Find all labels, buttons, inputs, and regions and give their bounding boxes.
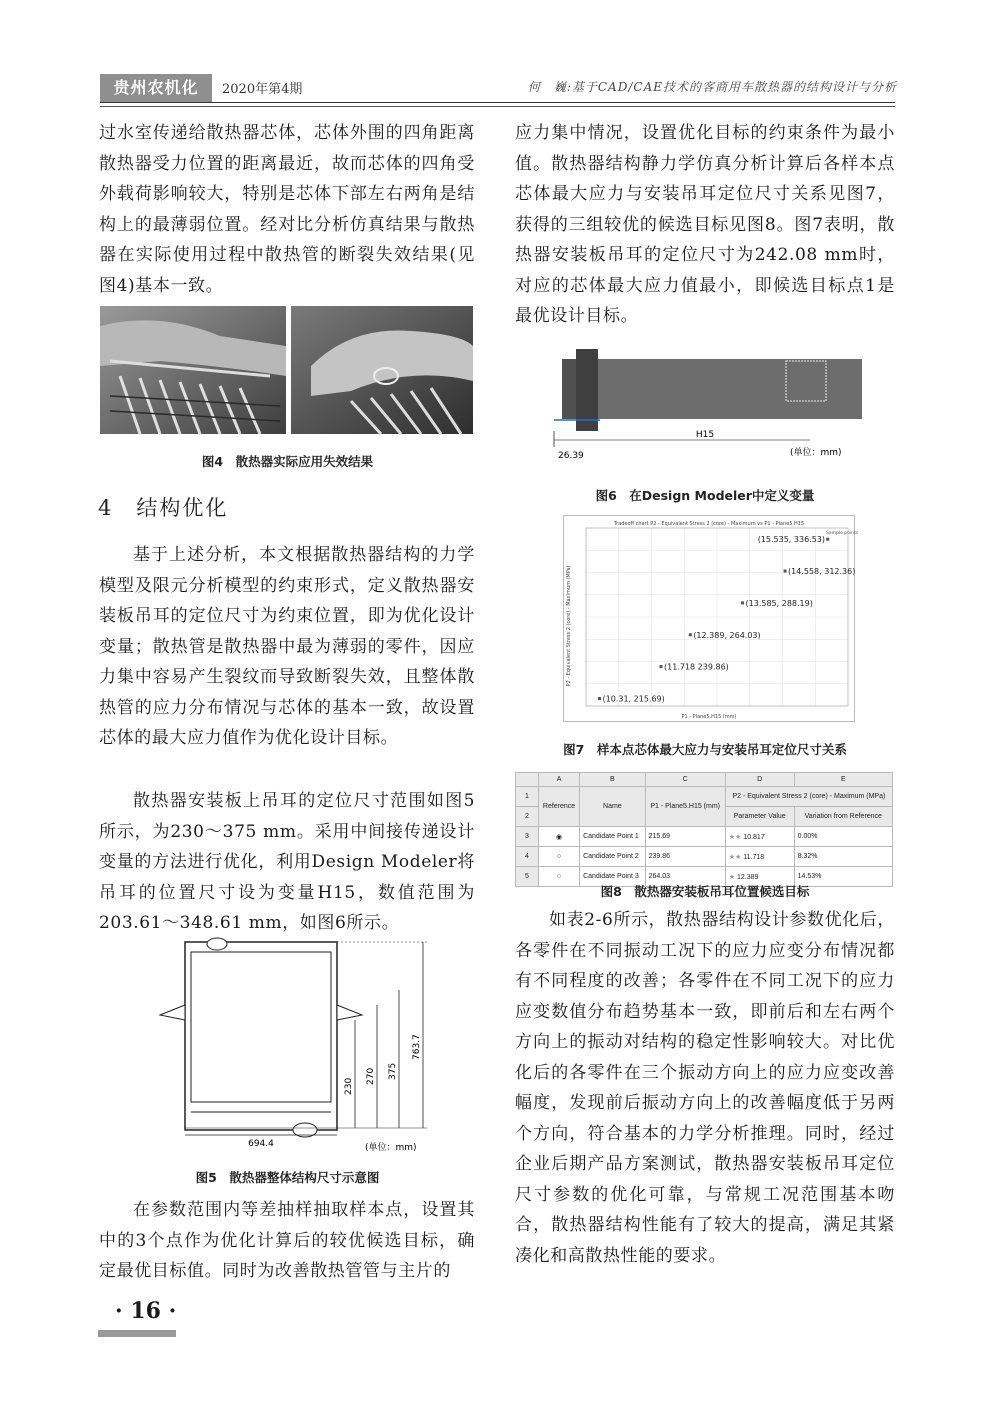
- candidate-p2: ★★ 11.718: [725, 847, 794, 867]
- left-paragraph-1: 基于上述分析，本文根据散热器结构的力学模型及限元分析模型的约束形式，定义散热器安装板吊耳的定位尺寸为约束位置，即为优化设计变量；散热管是散热器中最为薄弱的零件，因应力集中容易产生裂纹而导致断裂失效，且整体散热管的应力分布情况与芯体的基本一致，故设置芯体的最大应力值作为优化设计目标。: [99, 545, 475, 748]
- dim-230-label: 230: [344, 1077, 354, 1095]
- chart-xlabel: P1 - Plane5.H15 (mm): [681, 714, 737, 720]
- figure-7-caption: 图7 样本点芯体最大应力与安装吊耳定位尺寸关系: [563, 742, 847, 757]
- figure-6-drawing: [540, 345, 870, 463]
- col-letter-d: D: [725, 773, 794, 787]
- star-rating-icon: ★★: [728, 853, 742, 861]
- dim-763-label: 763.7: [412, 1034, 422, 1060]
- candidate-variation: 14.53%: [794, 867, 892, 887]
- header-reference: Reference: [539, 787, 580, 827]
- row-number: 2: [516, 807, 539, 827]
- dim-26-label: 26.39: [558, 451, 584, 461]
- page-number: · 16 ·: [115, 1298, 177, 1324]
- row-number: 4: [516, 847, 539, 867]
- chart-grid: [586, 528, 848, 706]
- left-paragraph-2: 散热器安装板上吊耳的定位尺寸范围如图5所示，为230～375 mm。采用中间接传递设计变量的方法进行优化，利用Design Modeler将吊耳的位置尺寸设为变量H15，数值范围为203.61～348.61 mm，如图6所示。: [99, 791, 475, 933]
- left-paragraph-intro: 过水室传递给散热器芯体，芯体外围的四角距离散热器受力位置的距离最近，故而芯体的四角受外载荷影响较大，特别是芯体下部左右两角是结构上的最薄弱位置。经对比分析仿真结果与散热器在实际使用过程中散热管的断裂失效结果(见图4)基本一致。: [99, 123, 475, 296]
- failure-photo-left: [100, 306, 286, 434]
- data-point: [689, 633, 692, 636]
- data-point: [826, 538, 829, 541]
- candidate-p2: ★★ 10.817: [725, 827, 794, 847]
- section-4-heading: 4 结构优化: [98, 496, 229, 520]
- figure-8-table: [515, 772, 893, 887]
- dim-width-label: 694.4: [248, 1139, 274, 1149]
- right-paragraph-2: 如表2-6所示，散热器结构设计参数优化后，各零件在不同振动工况下的应力应变分布情况都有不同程度的改善；各零件在不同工况下的应力应变数值分布趋势基本一致，即前后和左右两个方向上的振动对结构的稳定性影响较大。对比优化后的各零件在三个振动方向上的应力应变改善幅度，发现前后振动方向上的改善幅度低于另两个方向，符合基本的力学分析推理。同时，经过企业后期产品方案测试，散热器安装板吊耳定位尺寸参数的优化可靠，与常规工况范围基本吻合，散热器结构性能有了较大的提高，满足其紧凑化和高散热性能的要求。: [515, 910, 895, 1266]
- figure-6-caption: 图6 在Design Modeler中定义变量: [595, 488, 815, 503]
- journal-name: 贵州农机化: [100, 74, 212, 102]
- data-point: [741, 601, 744, 604]
- candidate-name: Candidate Point 1: [580, 827, 646, 847]
- candidate-variation: 0.00%: [794, 827, 892, 847]
- subheader-variation: Variation from Reference: [794, 807, 892, 827]
- header-name: Name: [580, 787, 646, 827]
- subheader-parameter-value: Parameter Value: [725, 807, 794, 827]
- figure-4-caption: 图4 散热器实际应用失效结果: [201, 454, 374, 469]
- header-rule: [100, 102, 895, 103]
- header-p1: P1 - Plane5.H15 (mm): [645, 787, 725, 827]
- data-label: (10.31, 215.69): [602, 694, 665, 704]
- figure-7-chart: [563, 515, 859, 722]
- right-paragraph-1: 应力集中情况，设置优化目标的约束条件为最小值。散热器结构静力学仿真分析计算后各样本点芯体最大应力与安装吊耳定位尺寸关系见图7，获得的三组较优的候选目标见图8。图7表明，散热器安装板吊耳的定位尺寸为242.08 mm时，对应的芯体最大应力值最小，即候选目标点1是最优设计目标。: [515, 123, 895, 326]
- data-point: [598, 697, 601, 700]
- h15-label: H15: [695, 430, 715, 440]
- dim-375-label: 375: [388, 1062, 398, 1080]
- data-label: (13.585, 288.19): [745, 598, 813, 608]
- row-number: 1: [516, 787, 539, 807]
- chart-legend: Sample points: [826, 531, 859, 536]
- candidate-name: Candidate Point 3: [580, 867, 646, 887]
- data-label: (11.718 239.86): [664, 662, 729, 672]
- figure-8-caption: 图8 散热器安装板吊耳位置候选目标: [600, 884, 810, 899]
- table-row: [516, 827, 893, 847]
- table-row: [516, 847, 893, 867]
- data-label: (15.535, 336.53): [757, 535, 826, 545]
- data-label: (14.558, 312.36): [788, 567, 856, 577]
- candidate-p2: ★ 12.389: [725, 867, 794, 887]
- reference-radio[interactable]: ◉: [539, 827, 580, 847]
- dim-270-label: 270: [366, 1067, 376, 1085]
- data-label: (12.389, 264.03): [693, 630, 761, 640]
- data-point: [784, 570, 787, 573]
- running-title: 何 巍:基于CAD/CAE技术的客商用车散热器的结构设计与分析: [527, 80, 897, 94]
- issue-label: 2020年第4期: [222, 82, 303, 97]
- star-rating-icon: ★★: [728, 833, 742, 841]
- header-rule-thin: [100, 106, 895, 107]
- figure-5-drawing: [155, 930, 445, 1155]
- reference-radio[interactable]: ○: [539, 867, 580, 887]
- candidate-name: Candidate Point 2: [580, 847, 646, 867]
- candidate-p1: 239.86: [645, 847, 725, 867]
- row-number: 3: [516, 827, 539, 847]
- col-letter-c: C: [645, 773, 725, 787]
- candidate-variation: 8.32%: [794, 847, 892, 867]
- fig6-unit-label: (单位：mm): [790, 448, 842, 458]
- figure-5-caption: 图5 散热器整体结构尺寸示意图: [195, 1170, 380, 1185]
- header-p2: P2 - Equivalent Stress 2 (core) - Maximum (MPa): [725, 787, 892, 807]
- chart-title: Tradeoff chart P2 - Equivalent Stress 2 (core) - Maximum vs P1 - Plane5.H15: [613, 521, 805, 527]
- candidate-p1: 215.69: [645, 827, 725, 847]
- data-point: [660, 665, 663, 668]
- candidate-p1: 264.03: [645, 867, 725, 887]
- failure-photo-right: [291, 306, 473, 434]
- star-rating-icon: ★: [728, 873, 736, 881]
- left-paragraph-3: 在参数范围内等差抽样抽取样本点，设置其中的3个点作为优化计算后的较优候选目标，确定最优目标值。同时为改善散热管管与主片的: [99, 1200, 475, 1281]
- reference-radio[interactable]: ○: [539, 847, 580, 867]
- col-letter-e: E: [794, 773, 892, 787]
- row-number: 5: [516, 867, 539, 887]
- col-letter-a: A: [539, 773, 580, 787]
- fig5-unit-label: (单位：mm): [365, 1143, 417, 1153]
- chart-ylabel: P2 - Equivalent Stress 2 (core) - Maximum (MPa): [566, 565, 572, 687]
- footer-bar: [98, 1330, 176, 1337]
- col-letter-b: B: [580, 773, 646, 787]
